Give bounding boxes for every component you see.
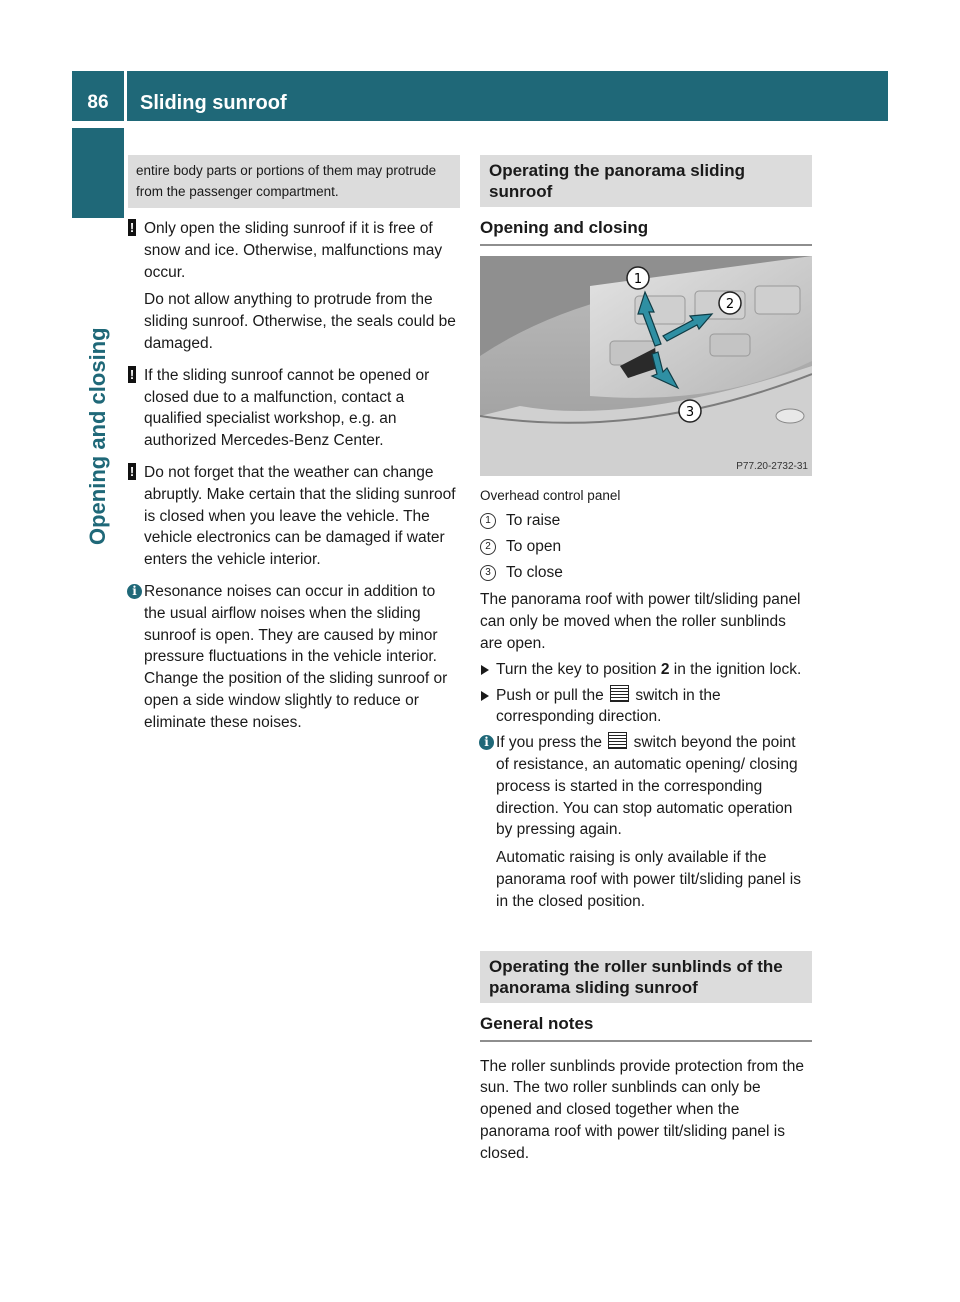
legend-item — [480, 510, 812, 532]
overhead-panel-illustration — [480, 256, 812, 476]
note-text: Do not forget that the weather can change abruptly. Make certain that the sliding sunroof is closed when you leave the vehicle. The vehicle electronics can be damaged if water enters the vehicle interior. — [144, 463, 456, 569]
chapter-tab — [72, 128, 124, 218]
figure-caption: Overhead control panel — [480, 488, 621, 503]
info-note — [480, 732, 812, 841]
subheading: Opening and closing — [480, 217, 812, 246]
info-icon: i — [479, 735, 494, 750]
left-column — [128, 155, 460, 734]
body-paragraph: The roller sunblinds provide protection from the sun. The two roller sunblinds can only be opened and closed together when the panorama roof with power tilt/sliding panel is closed. — [480, 1057, 804, 1162]
figure-code: P77.20-2732-31 — [736, 461, 808, 472]
note-text: Automatic raising is only available if the panorama roof with power tilt/sliding panel is in the closed position. — [496, 849, 801, 910]
legend-number: 3 — [480, 565, 496, 581]
step-text-bold: 2 — [660, 660, 670, 678]
note-text: Resonance noises can occur in addition to the usual airflow noises when the sliding sunroof is open. They are caused by minor pressure fluctuations in the vehicle interior. Change the position of the sliding sunroof or open a side window slightly to reduce or eliminate these noises. — [144, 582, 448, 731]
info-icon: i — [127, 584, 142, 599]
legend-label: To close — [506, 563, 563, 581]
section-heading: Operating the panorama sliding sunroof — [480, 155, 812, 207]
callout-1: 1 — [633, 272, 643, 287]
legend-number: 2 — [480, 539, 496, 555]
callout-2: 2 — [725, 297, 735, 312]
subheading: General notes — [480, 1013, 812, 1042]
legend-label: To raise — [506, 512, 561, 529]
page-title: Sliding sunroof — [140, 92, 287, 114]
section-heading: Operating the roller sunblinds of the panorama sliding sunroof — [480, 951, 812, 1003]
sunroof-switch-icon — [608, 732, 627, 749]
note-text: If the sliding sunroof cannot be opened or closed due to a malfunction, contact a qualified specialist workshop, e.g. an authorized Mercedes-Benz Center. — [144, 366, 430, 450]
exclamation-icon: ! — [129, 366, 135, 382]
warning-note — [128, 218, 460, 283]
right-column — [480, 155, 812, 1165]
chapter-label: Opening and closing — [85, 327, 110, 545]
exclamation-icon: ! — [129, 220, 135, 235]
legend-item — [480, 536, 812, 558]
note-continuation — [480, 847, 812, 912]
warning-box-tail: entire body parts or portions of them may protrude from the passenger compartment. — [128, 155, 460, 208]
step-arrow-icon — [481, 691, 489, 701]
overhead-control-panel-figure — [480, 256, 812, 476]
info-note — [128, 581, 460, 734]
callout-3: 3 — [685, 405, 695, 420]
step-item — [480, 659, 812, 681]
step-item — [480, 685, 812, 729]
exclamation-icon: ! — [129, 463, 135, 479]
sunroof-switch-icon — [610, 685, 629, 702]
step-text-pre: Push or pull the — [496, 686, 609, 704]
legend-label: To open — [506, 537, 562, 555]
header-divider — [124, 71, 127, 121]
note-continuation — [128, 289, 460, 354]
note-text-pre: If you press the — [496, 734, 607, 752]
step-text-post: switch in the corresponding direction. — [496, 686, 721, 726]
body-paragraph: The panorama roof with power tilt/sliding panel can only be moved when the roller sunblinds are open. — [480, 591, 801, 652]
legend-number: 1 — [480, 513, 496, 529]
page-number: 86 — [87, 92, 109, 113]
note-text: Do not allow anything to protrude from the sliding sunroof. Otherwise, the seals could be damaged. — [144, 291, 456, 352]
warning-note — [128, 462, 460, 571]
note-text-post: switch beyond the point of resistance, an automatic opening/ closing process is started in the corresponding direction. You can stop automatic operation by pressing again. — [496, 734, 798, 839]
warning-note — [128, 365, 460, 452]
note-text: Only open the sliding sunroof if it is free of snow and ice. Otherwise, malfunctions may occur. — [144, 220, 443, 281]
step-text-post: in the ignition lock. — [669, 660, 802, 678]
step-arrow-icon — [481, 665, 489, 675]
step-text-pre: Turn the key to position — [496, 660, 661, 678]
legend-item — [480, 562, 812, 584]
